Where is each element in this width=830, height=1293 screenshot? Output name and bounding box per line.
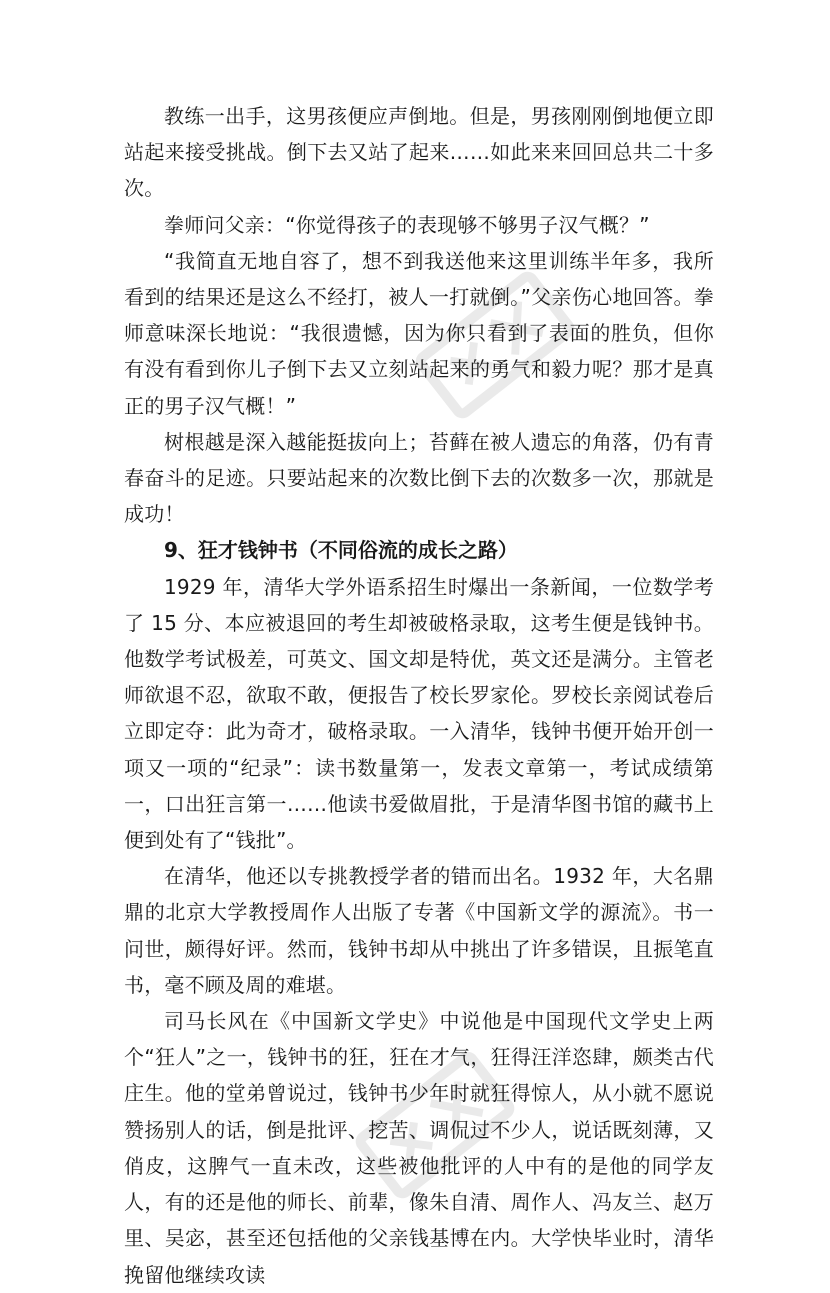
paragraph: 树根越是深入越能挺拔向上；苔藓在被人遗忘的角落，仍有青春奋斗的足迹。只要站起来的次数比倒下去的次数多一次，那就是成功！ <box>124 429 714 527</box>
paragraph: 在清华，他还以专挑教授学者的错而出名。1932 年，大名鼎鼎的北京大学教授周作人出版了专著《中国新文学的源流》。书一问世，颇得好评。然而，钱钟书却从中挑出了许多错误，且振笔直书，毫不顾及周的难堪。 <box>124 864 714 997</box>
paragraph: 1929 年，清华大学外语系招生时爆出一条新闻，一位数学考了 15 分、本应被退回的考生却被破格录取，这考生便是钱钟书。他数学考试极差，可英文、国文却是特优，英文还是满分。主管老师欲退不忍，欲取不敢，便报告了校长罗家伦。罗校长亲阅试卷后立即定夺：此为奇才，破格录取。一入清华，钱钟书便开始开创一项又一项的“纪录”：读书数量第一，发表文章第一，考试成绩第一，口出狂言第一……他读书爱做眉批，于是清华图书馆的藏书上便到处有了“钱批”。 <box>124 574 714 853</box>
document-body <box>124 98 714 1293</box>
paragraph: 司马长风在《中国新文学史》中说他是中国现代文学史上两个“狂人”之一，钱钟书的狂，狂在才气，狂得汪洋恣肆，颇类古代庄生。他的堂弟曾说过，钱钟书少年时就狂得惊人，从小就不愿说赞扬别人的话，倒是批评、挖苦、调侃过不少人，说话既刻薄，又俏皮，这脾气一直未改，这些被他批评的人中有的是他的同学友人，有的还是他的师长、前辈，像朱自清、周作人、冯友兰、赵万里、吴宓，甚至还包括他的父亲钱基博在内。大学快毕业时，清华挽留他继续攻读 <box>124 1009 714 1287</box>
section-heading: 9、狂才钱钟书（不同俗流的成长之路） <box>164 538 518 563</box>
paragraph: “我简直无地自容了，想不到我送他来这里训练半年多，我所看到的结果还是这么不经打，被人一打就倒。”父亲伤心地回答。拳师意味深长地说：“我很遗憾，因为你只看到了表面的胜负，但你有没有看到你儿子倒下去又立刻站起来的勇气和毅力呢？那才是真正的男子汉气概！” <box>124 248 714 418</box>
paragraph: 拳师问父亲：“你觉得孩子的表现够不够男子汉气概？” <box>164 212 650 237</box>
paragraph: 教练一出手，这男孩便应声倒地。但是，男孩刚刚倒地便立即站起来接受挑战。倒下去又站了起来……如此来来回回总共二十多次。 <box>124 104 714 201</box>
